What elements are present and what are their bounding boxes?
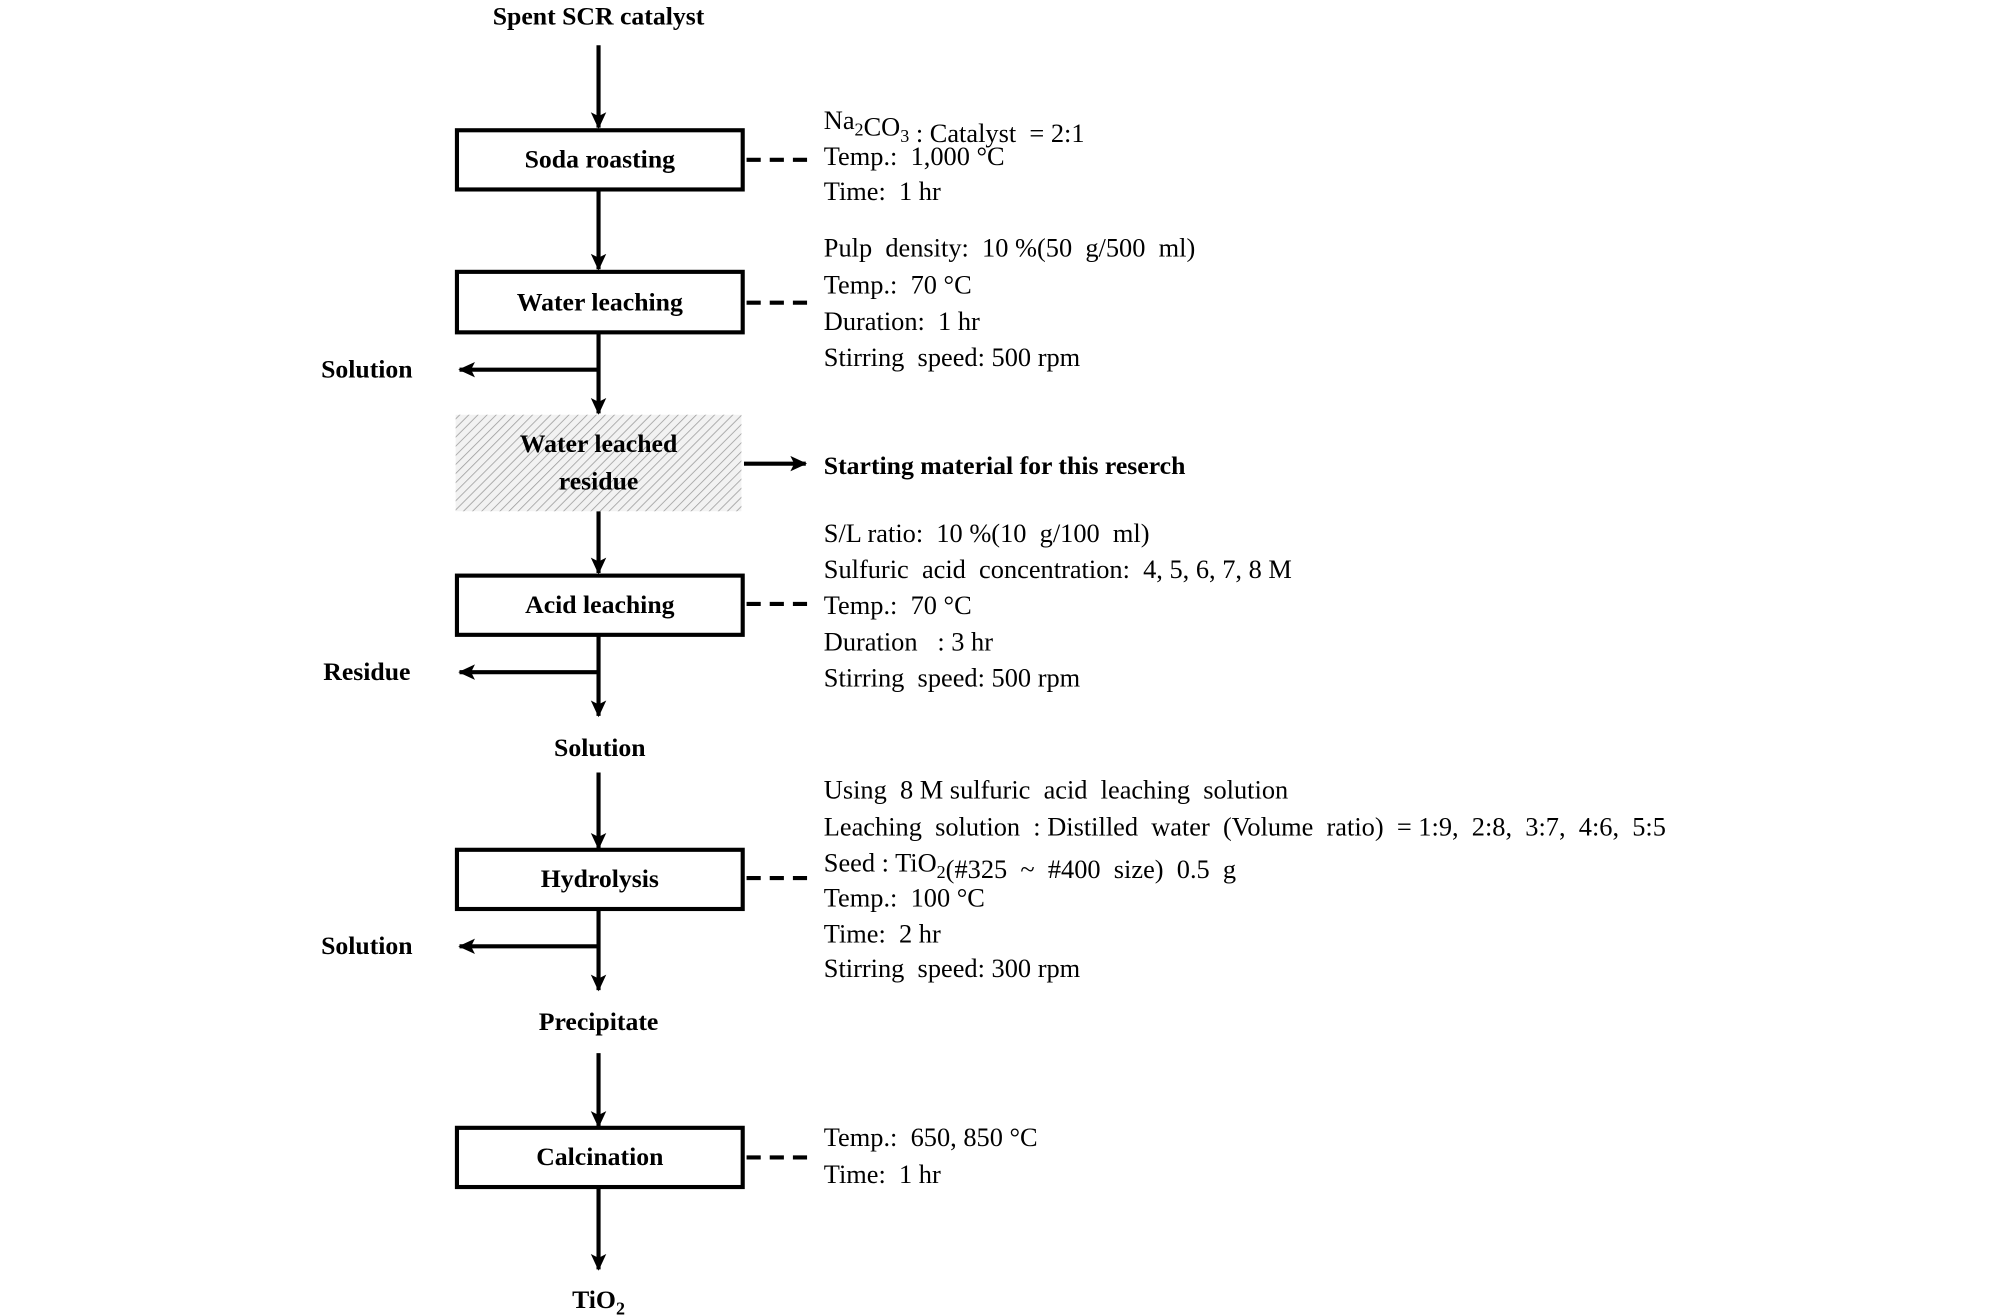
- text-segment: (#325 ~ #400 size) 0.5 g: [945, 854, 1237, 885]
- text-segment: Stirring speed: 500 rpm: [823, 341, 1081, 372]
- text-segment: Time: 2 hr: [823, 918, 941, 949]
- soda-parameter-line: [824, 141, 1005, 171]
- text-segment: Pulp density: 10 %(50 g/500 ml): [823, 232, 1196, 263]
- acid-leaching-residue-label: Residue: [323, 656, 411, 686]
- water-parameter-line: [824, 342, 1081, 372]
- text-segment: CO: [863, 111, 901, 142]
- step-label: Acid leaching: [525, 589, 675, 619]
- calcination-parameter-line: [824, 1159, 941, 1189]
- subscript: 2: [936, 862, 946, 883]
- acid-parameter-line: [824, 662, 1081, 692]
- process-parameters: [824, 105, 1666, 1189]
- residue-label-line2: residue: [558, 466, 639, 496]
- hydrolysis-parameter-line: [824, 882, 985, 912]
- residue-label-line1: Water leached: [519, 429, 678, 459]
- tio2-product-label: [572, 1285, 625, 1316]
- text-segment: S/L ratio: 10 %(10 g/100 ml): [823, 518, 1150, 549]
- text-segment: Using 8 M sulfuric acid leaching solution: [823, 774, 1289, 805]
- subscript: 3: [900, 125, 910, 146]
- step-water-leaching: [457, 272, 743, 332]
- calcination-parameter-line: [824, 1122, 1038, 1152]
- text-segment: Duration : 3 hr: [823, 626, 994, 657]
- starting-material-note: Starting material for this reserch: [823, 450, 1186, 480]
- water-leaching-solution-label: Solution: [321, 354, 413, 384]
- text-segment: Time: 1 hr: [823, 1159, 941, 1190]
- text-segment: : Catalyst = 2:1: [909, 117, 1085, 148]
- acid-parameter-line: [824, 626, 993, 656]
- text-segment: Stirring speed: 300 rpm: [823, 953, 1081, 984]
- text-segment: Temp.: 650, 850 °C: [823, 1121, 1038, 1152]
- hydrolysis-parameter-line: [824, 918, 941, 948]
- step-label: Hydrolysis: [540, 864, 659, 894]
- text-segment: Temp.: 1,000 °C: [823, 141, 1005, 172]
- text-segment: Na: [823, 104, 855, 135]
- water-parameter-line: [824, 232, 1195, 262]
- text-segment: Leaching solution : Distilled water (Volume ratio) = 1:9, 2:8, 3:7, 4:6, 5:5: [823, 811, 1666, 842]
- acid-parameter-line: [824, 590, 972, 620]
- precipitate-label: Precipitate: [538, 1006, 659, 1036]
- water-parameter-line: [824, 306, 980, 336]
- text-segment: Temp.: 70 °C: [823, 590, 972, 621]
- text-segment: Duration: 1 hr: [823, 305, 980, 336]
- text-segment: Stirring speed: 500 rpm: [823, 662, 1081, 693]
- text-segment: Temp.: 100 °C: [823, 882, 985, 913]
- step-label: Calcination: [536, 1142, 664, 1172]
- step-water-leached-residue: [456, 415, 742, 512]
- step-calcination: [457, 1128, 743, 1187]
- water-parameter-line: [824, 270, 972, 300]
- hydrolysis-parameter-line: [824, 812, 1666, 842]
- hydrolysis-parameter-line: [824, 953, 1081, 983]
- subscript: 2: [854, 119, 864, 140]
- step-label: Soda roasting: [524, 144, 676, 174]
- text-segment: Seed : TiO: [823, 847, 937, 878]
- acid-parameter-line: [824, 554, 1292, 584]
- step-soda-roasting: [457, 130, 743, 189]
- tio2-base: TiO: [572, 1285, 616, 1315]
- acid-parameter-line: [824, 518, 1150, 548]
- start-label: Spent SCR catalyst: [492, 1, 705, 31]
- text-segment: Sulfuric acid concentration: 4, 5, 6, 7, 8 M: [823, 554, 1292, 585]
- hydrolysis-parameter-line: [824, 774, 1288, 804]
- step-acid-leaching: [457, 576, 743, 635]
- step-label: Water leaching: [516, 287, 683, 317]
- soda-parameter-line: [824, 176, 941, 206]
- step-hydrolysis: [457, 850, 743, 909]
- acid-leaching-solution-label: Solution: [554, 732, 646, 762]
- tio2-subscript: 2: [615, 1298, 625, 1316]
- text-segment: Time: 1 hr: [823, 175, 941, 206]
- text-segment: Temp.: 70 °C: [823, 269, 972, 300]
- hydrolysis-parameter-line: [824, 848, 1236, 884]
- hydrolysis-solution-label: Solution: [321, 931, 413, 961]
